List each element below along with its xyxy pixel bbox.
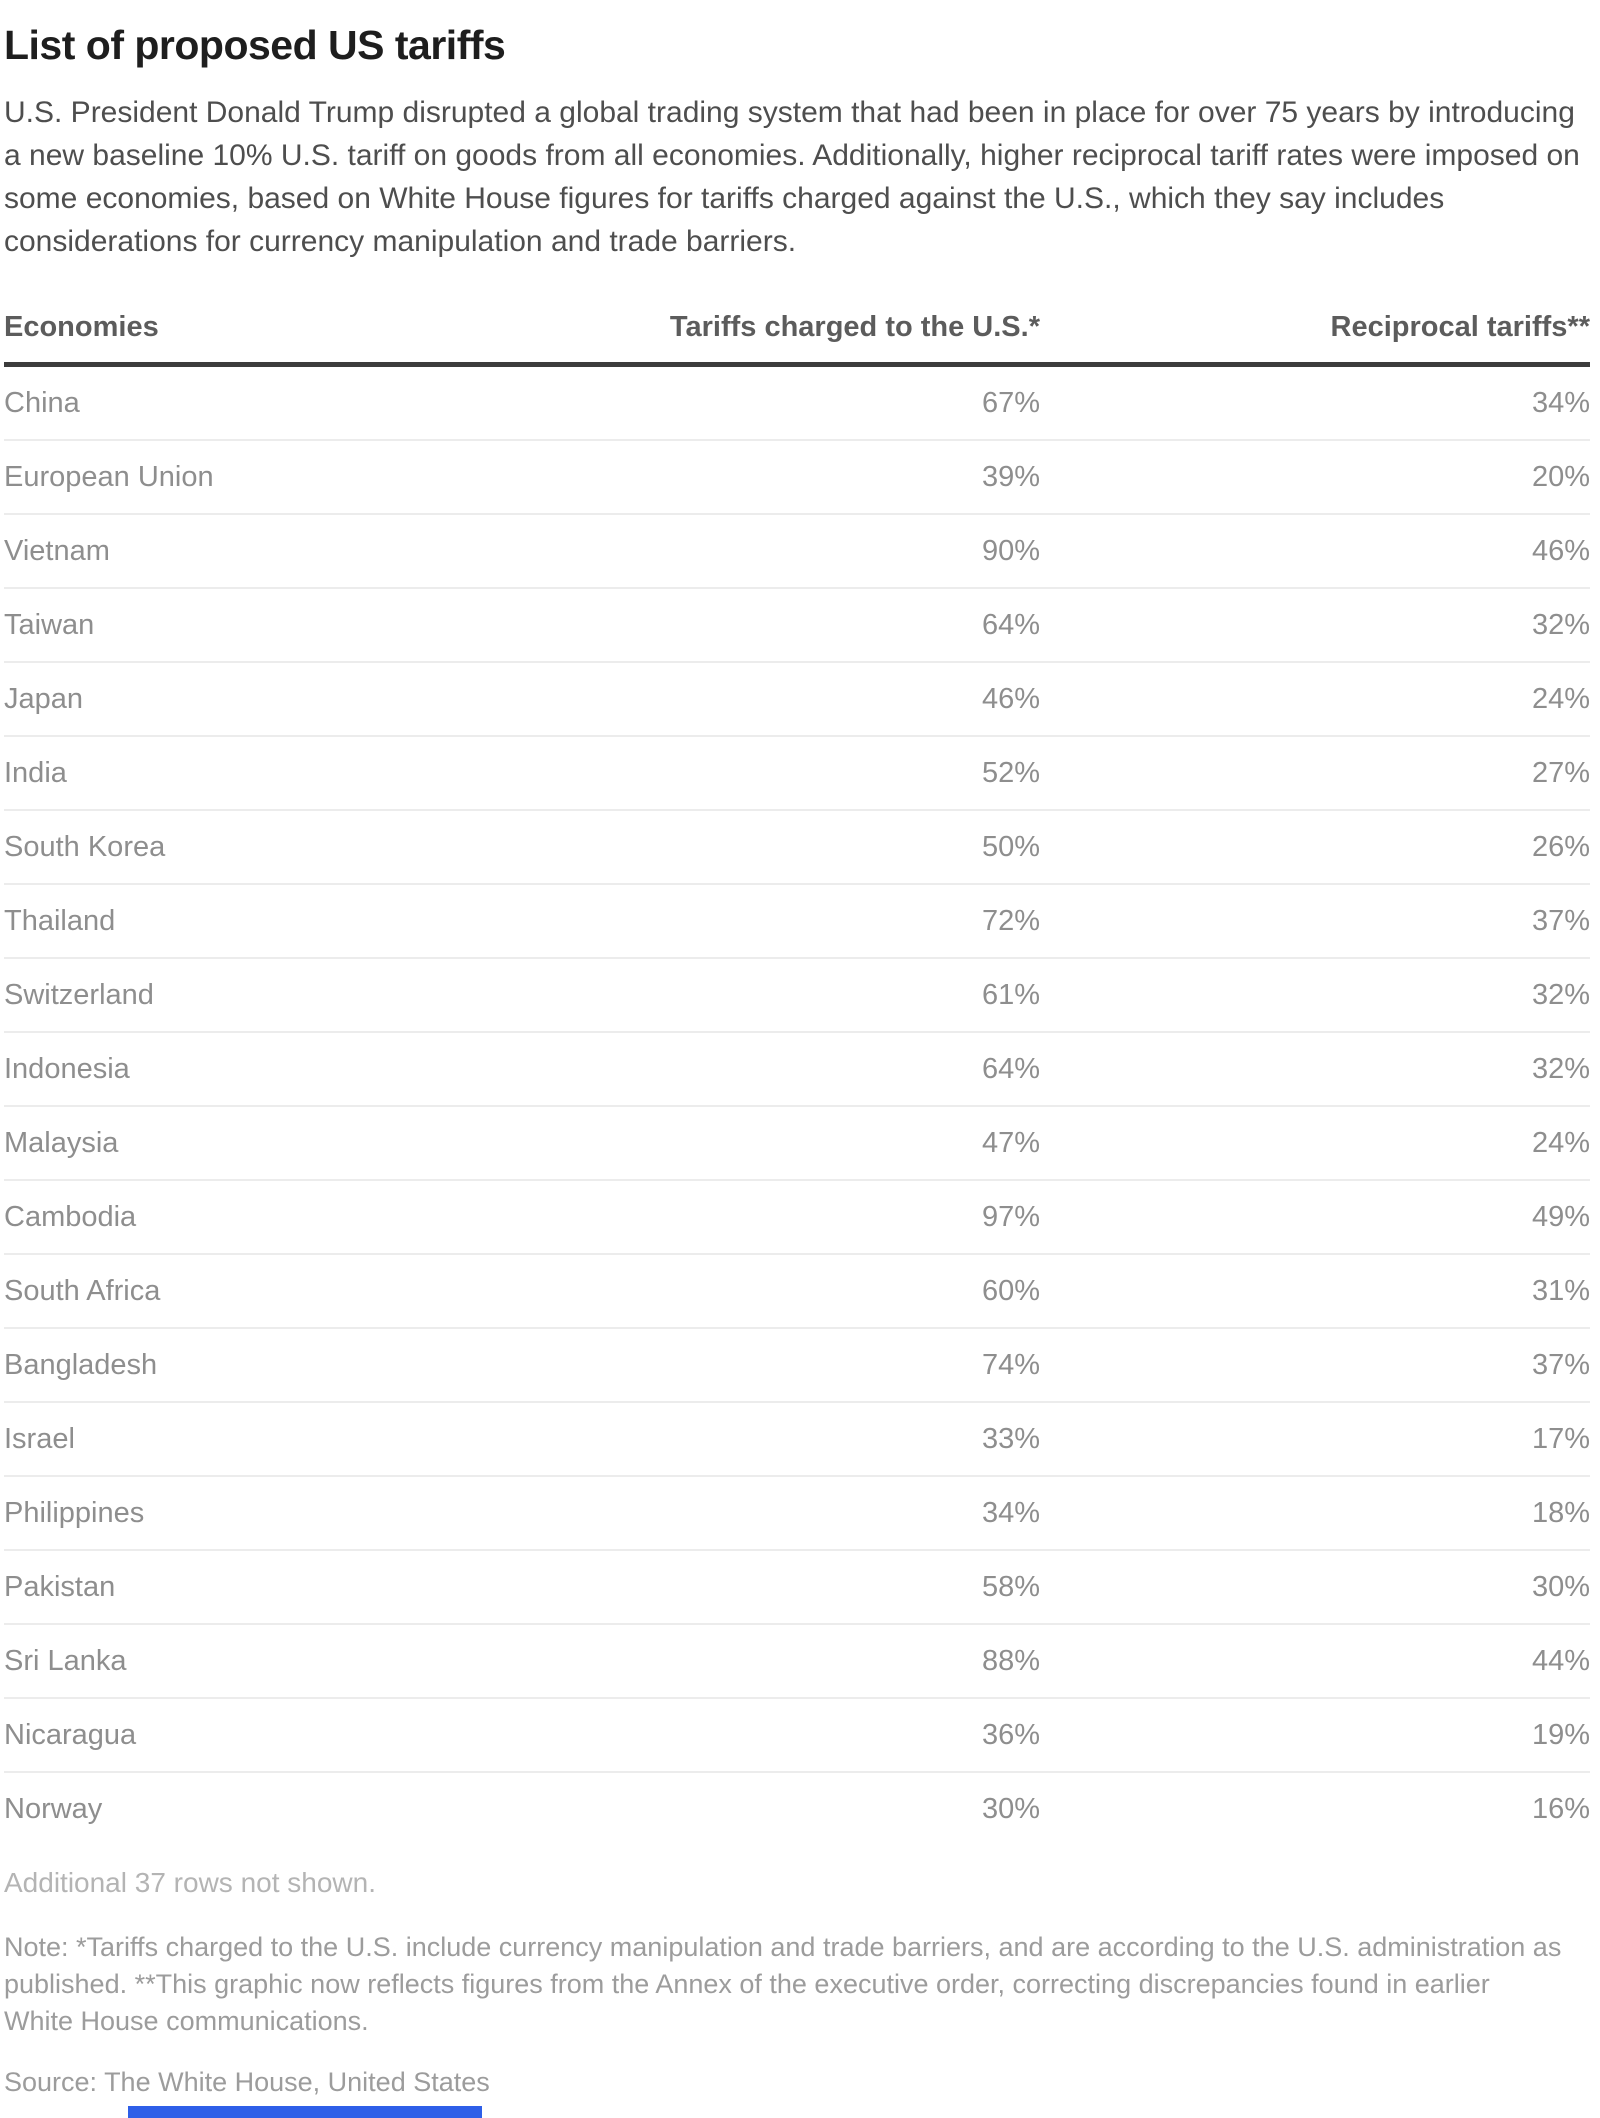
column-header-charged: Tariffs charged to the U.S.* — [669, 311, 1040, 343]
reciprocal-tariff-cell: 37% — [1531, 905, 1590, 937]
reciprocal-tariff-cell: 27% — [1531, 757, 1590, 789]
table-row — [4, 441, 1590, 515]
economy-cell: Malaysia — [4, 1127, 119, 1159]
reciprocal-tariff-cell: 19% — [1531, 1719, 1590, 1751]
table-row — [4, 1773, 1590, 1847]
table-row — [4, 1329, 1590, 1403]
charged-tariff-cell: 50% — [981, 831, 1040, 863]
reciprocal-tariff-cell: 34% — [1531, 387, 1590, 419]
table-row — [4, 589, 1590, 663]
table-row — [4, 1699, 1590, 1773]
table-body — [4, 367, 1590, 1847]
table-row — [4, 1107, 1590, 1181]
charged-tariff-cell: 97% — [981, 1201, 1040, 1233]
economy-cell: Bangladesh — [4, 1349, 158, 1381]
economy-cell: Israel — [4, 1423, 75, 1455]
table-row — [4, 737, 1590, 811]
reciprocal-tariff-cell: 24% — [1531, 1127, 1590, 1159]
charged-tariff-cell: 88% — [981, 1645, 1040, 1677]
reciprocal-tariff-cell: 26% — [1531, 831, 1590, 863]
economy-cell: Sri Lanka — [4, 1645, 127, 1677]
charged-tariff-cell: 72% — [981, 905, 1040, 937]
table-row — [4, 515, 1590, 589]
table-row — [4, 663, 1590, 737]
table-row — [4, 1033, 1590, 1107]
table-row — [4, 1255, 1590, 1329]
reciprocal-tariff-cell: 37% — [1531, 1349, 1590, 1381]
charged-tariff-cell: 36% — [981, 1719, 1040, 1751]
table-row — [4, 811, 1590, 885]
reciprocal-tariff-cell: 32% — [1531, 1053, 1590, 1085]
table-row — [4, 885, 1590, 959]
reciprocal-tariff-cell: 46% — [1531, 535, 1590, 567]
charged-tariff-cell: 58% — [981, 1571, 1040, 1603]
intro-paragraph: U.S. President Donald Trump disrupted a global trading system that had been in place for over 75 years by introducing a new baseline 10% U.S. tariff on goods from all economies. Additionally, higher reciprocal tariff rates were imposed on some economies, based on White House figures for tariffs charged against the U.S., which they say includes considerations for currency manipulation and trade barriers. — [4, 96, 1580, 258]
economy-cell: South Africa — [4, 1275, 161, 1307]
charged-tariff-cell: 64% — [981, 1053, 1040, 1085]
economy-cell: Philippines — [4, 1497, 145, 1529]
reciprocal-tariff-cell: 30% — [1531, 1571, 1590, 1603]
rows-not-shown-note: Additional 37 rows not shown. — [4, 1867, 376, 1898]
reciprocal-tariff-cell: 32% — [1531, 979, 1590, 1011]
economy-cell: Norway — [4, 1793, 103, 1825]
page-title: List of proposed US tariffs — [4, 22, 506, 68]
economy-cell: Japan — [4, 683, 84, 715]
economy-cell: European Union — [4, 461, 214, 493]
table-row — [4, 1625, 1590, 1699]
table-row — [4, 959, 1590, 1033]
charged-tariff-cell: 33% — [981, 1423, 1040, 1455]
economy-cell: Pakistan — [4, 1571, 116, 1603]
charged-tariff-cell: 39% — [981, 461, 1040, 493]
footnote: Note: *Tariffs charged to the U.S. include currency manipulation and trade barriers, and are according to the U.S. administration as published. **This graphic now reflects figures from the Annex of the executive order, correcting discrepancies found in earlier White House communications. — [4, 1932, 1562, 2036]
table-row — [4, 1477, 1590, 1551]
table-header-row — [4, 311, 1590, 367]
column-header-economies: Economies — [4, 311, 159, 343]
economy-cell: Taiwan — [4, 609, 95, 641]
reciprocal-tariff-cell: 44% — [1531, 1645, 1590, 1677]
reciprocal-tariff-cell: 49% — [1531, 1201, 1590, 1233]
charged-tariff-cell: 46% — [981, 683, 1040, 715]
economy-cell: China — [4, 387, 80, 419]
column-header-reciprocal: Reciprocal tariffs** — [1330, 311, 1590, 343]
reciprocal-tariff-cell: 32% — [1531, 609, 1590, 641]
charged-tariff-cell: 60% — [981, 1275, 1040, 1307]
charged-tariff-cell: 74% — [981, 1349, 1040, 1381]
economy-cell: Nicaragua — [4, 1719, 137, 1751]
reciprocal-tariff-cell: 18% — [1531, 1497, 1590, 1529]
tariffs-table — [4, 311, 1590, 1847]
charged-tariff-cell: 30% — [981, 1793, 1040, 1825]
bottom-accent-bar — [128, 2106, 482, 2118]
reciprocal-tariff-cell: 31% — [1531, 1275, 1590, 1307]
source-line: Source: The White House, United States — [4, 2067, 490, 2097]
economy-cell: Thailand — [4, 905, 116, 937]
economy-cell: Cambodia — [4, 1201, 137, 1233]
charged-tariff-cell: 61% — [981, 979, 1040, 1011]
charged-tariff-cell: 90% — [981, 535, 1040, 567]
charged-tariff-cell: 47% — [981, 1127, 1040, 1159]
economy-cell: India — [4, 757, 67, 789]
table-row — [4, 367, 1590, 441]
economy-cell: South Korea — [4, 831, 166, 863]
table-row — [4, 1403, 1590, 1477]
table-row — [4, 1551, 1590, 1625]
reciprocal-tariff-cell: 24% — [1531, 683, 1590, 715]
charged-tariff-cell: 67% — [981, 387, 1040, 419]
charged-tariff-cell: 34% — [981, 1497, 1040, 1529]
economy-cell: Switzerland — [4, 979, 154, 1011]
charged-tariff-cell: 52% — [981, 757, 1040, 789]
table-row — [4, 1181, 1590, 1255]
economy-cell: Indonesia — [4, 1053, 130, 1085]
reciprocal-tariff-cell: 20% — [1531, 461, 1590, 493]
economy-cell: Vietnam — [4, 535, 110, 567]
reciprocal-tariff-cell: 17% — [1531, 1423, 1590, 1455]
charged-tariff-cell: 64% — [981, 609, 1040, 641]
reciprocal-tariff-cell: 16% — [1531, 1793, 1590, 1825]
